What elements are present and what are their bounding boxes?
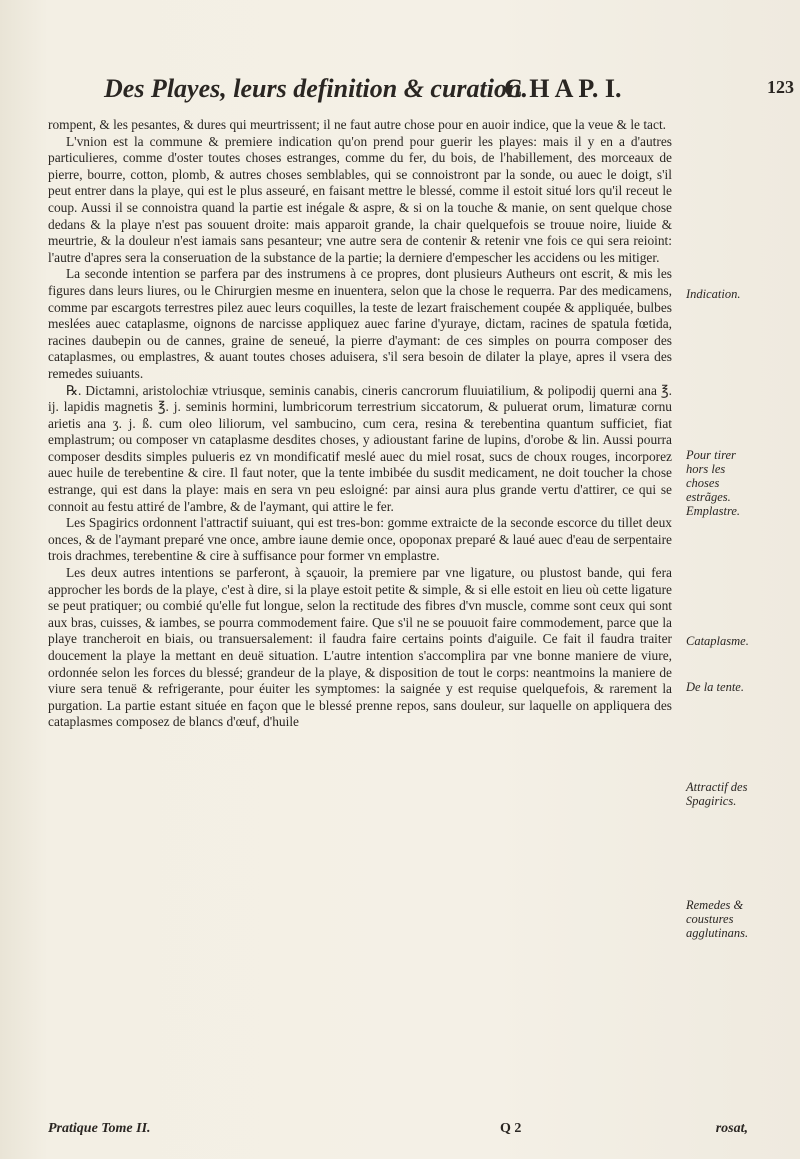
page-number: 123	[767, 77, 794, 97]
volume-label: Pratique Tome II.	[48, 1121, 151, 1136]
paragraph-6: Les deux autres intentions se parferont, à sçauoir, la premiere par vne ligature, ou plustost bande, qui fera approcher les bords de la playe, c'est à dire, si la playe estoit petite & simple, & si elle estoit en lieu où cette ligature se peut pratiquer; ou combié qu'elle fut longue, selon la rectitude des fibres d'vn muscle, comme sont ceux qui sont aux bras, cuisses, & iambes, se pourra commodement faire. Que s'il ne se pouuoit faire commodement, parce que la playe trancheroit en biais, ou transuersalement: il faudra faire certains points d'aiguile. Ce fait il faudra traiter doucement la playe la mettant en deuë situation. L'autre intention s'accomplira par vne bonne maniere de viure, ordonnée selon les forces du blessé; grandeur de la playe, & disposition de tout le corps: neantmoins la maniere de viure sera tenuë & refrigerante, pour éuiter les symptomes: la saignée y est requise quelquefois, & rarement la purgation. La partie estant située en façon que le blessé prenne repos, sans douleur, sur laquelle on appliquera des cataplasmes composez de blancs d'œuf, d'huile	[48, 565, 672, 730]
running-header	[104, 74, 794, 108]
margin-note-remedes: Remedes & coustures agglutinans.	[686, 898, 749, 940]
signature-mark: Q 2	[500, 1121, 522, 1136]
paragraph-3: La seconde intention se parfera par des instrumens à ce propres, dont plusieurs Autheurs ont escrit, & mis les figures dans leurs liures, ou le Chirurgien mesme en inuentera, selon que la chose le requerra. Par des medicamens, comme par escargots terrestres pilez auec leurs coquilles, la teste de lezart fraischement coupée & appliquée, bulbes meslées auec cataplasme, oignons de narcisse appliquez auec farine d'yuraye, dictam, racines de spatula fœtida, racines daubepin ou de cannes, graine de seneué, la pierre d'aymant: de ces simples on pourra composer des cataplasmes, ou emplastres, & auant toutes choses aduisera, s'il sera besoin de dilater la playe, apres il vsera des remedes suiuants.	[48, 266, 672, 381]
paragraph-4-recipe: ℞. Dictamni, aristolochiæ vtriusque, seminis canabis, cineris cancrorum fluuiatilium, & polipodij querni ana ℥. ij. lapidis magnetis ℥. j. seminis hormini, lumbricorum terrestrium siccatorum, & puluerat orum, limaturæ cornu arietis ana ʒ. j. ß. cum oleo liliorum, vel sambucino, cum cera, resina & terebentina quantum sufficiet, fiat emplastrum; ou composer vn cataplasme desdites choses, y adioustant farine de lupins, d'orobe & lin. Aussi pourra composer desdits simples pulueris ez vn mondificatif meslé auec du miel rosat, sucs de choux rouges, incorporez auec huile de terebentine & cire. Il faut noter, que la tente imbibée du susdit medicament, ne doit toucher la chose estrange, qui est dans la playe: mais en sera vn peu esloigné: par ainsi aura plus grande vertu d'attirer, ce qui se connoit au festu attiré de l'ambre, & de l'aymant, qui attire le fer.	[48, 382, 672, 514]
chapter-label: C H A P. I.	[504, 74, 622, 103]
paragraph-1: rompent, & les pesantes, & dures qui meurtrissent; il ne faut autre chose pour en auoir indice, que la veue & le tact.	[48, 117, 667, 132]
catchword: rosat,	[715, 1121, 748, 1136]
paragraph-2: L'vnion est la commune & premiere indication qu'on prend pour guerir les playes: mais il y en a d'autres particulieres, comme d'oster toutes choses estranges, comme du fer, du bois, de l'habillement, des morceaux de pierre, bourre, cotton, plomb, & autres choses semblables, qui se connoistront par la sonde, ou auec le doigt, s'il peut entrer dans la playe, qui est le plus asseuré, en faisant mettre le blessé, comme il estoit situé lors qu'il receut le coup. Aussi il se connoistra quand la partie est inégale & aspre, & si on la touche & manie, on sent quelque chose dedans & la playe n'est pas souuent droite: mais apparoit grande, la chair quelquefois se trouue noire, liuide & meurtrie, & la douleur n'est iamais sans pesanteur; vne autre sera de contenir & retenir vne fois ce qui sera reioint: l'autre d'apres sera la conseruation de la substance de la partie; la derniere d'empescher les accidens ou les mitiger.	[48, 133, 672, 265]
page-footer	[48, 1121, 748, 1141]
margin-note-tente: De la tente.	[686, 680, 744, 694]
running-title: Des Playes, leurs definition & curation.	[104, 74, 528, 103]
margin-note-cataplasme: Cataplasme.	[686, 634, 749, 648]
margin-note-indication: Indication.	[686, 287, 741, 301]
main-text	[48, 117, 672, 731]
paragraph-5: Les Spagirics ordonnent l'attractif suiuant, qui est tres-bon: gomme extraicte de la seconde escorce du tillet deux onces, & de l'aymant preparé vne once, ambre iaune demie once, opoponax preparé & laué auec d'eau de serpentaire trois drachmes, terebentine & cire à suffisance pour former vn emplastre.	[48, 515, 672, 564]
margin-note-attractif: Attractif des Spagirics.	[686, 780, 748, 808]
margin-note-pour-tirer: Pour tirer hors les choses estrãges. Emplastre.	[686, 448, 741, 518]
